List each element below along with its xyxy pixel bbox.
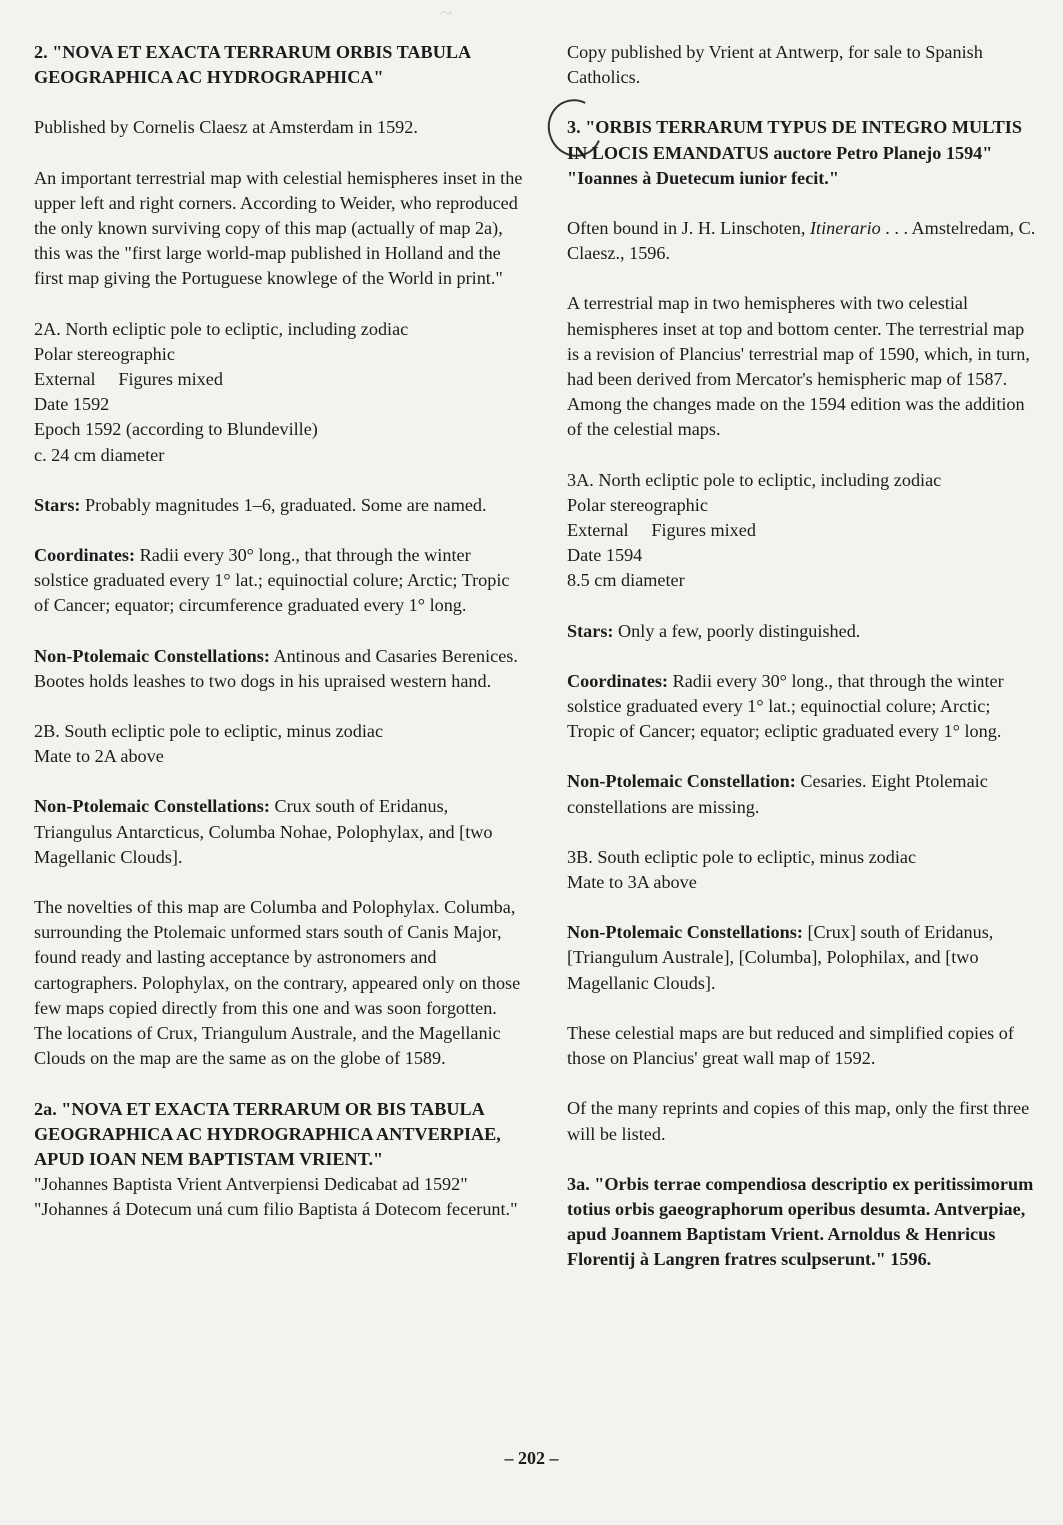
stars-text: Only a few, poorly distinguished. bbox=[613, 620, 861, 641]
entry-3A-block bbox=[567, 468, 1037, 594]
entry-2-heading: 2. "NOVA ET EXACTA TERRARUM ORBIS TABULA GEOGRAPHICA AC HYDROGRAPHICA" bbox=[34, 42, 471, 88]
entry-2a-line: "Johannes á Dotecum uná cum filio Baptista á Dotecom fecerunt." bbox=[34, 1199, 518, 1220]
novelties-paragraph: The novelties of this map are Columba and Polophylax. Columba, surrounding the Ptolemaic unformed stars south of Canis Major, found ready and lasting acceptance by astronomers and cartographers. Polophylax, on the contrary, appeared only on those few maps copied directly from this one and was soon forgotten. The locations of Crux, Triangulum Australe, and the Magellanic Clouds on the map are the same as on the globe of 1589. bbox=[34, 897, 521, 1069]
faint-handwriting-mark: ~ bbox=[440, 0, 452, 25]
reprints-paragraph: Of the many reprints and copies of this map, only the first three will be listed. bbox=[567, 1098, 1030, 1144]
nonptolemaic-label: Non-Ptolemaic Constellation: bbox=[567, 771, 796, 792]
entry-2A-nonptolemaic bbox=[34, 644, 526, 694]
right-column bbox=[567, 40, 1037, 1298]
copy-published: Copy published by Vrient at Antwerp, for sale to Spanish Catholics. bbox=[567, 42, 983, 88]
nonptolemaic-text: Antinous and Casaries Berenices. Bootes holds leashes to two dogs in his upraised western hand. bbox=[34, 645, 518, 691]
bound-text-end: . . . Amstelredam, C. Claesz., 1596. bbox=[567, 218, 1036, 264]
entry-3A-line: 3A. North ecliptic pole to ecliptic, including zodiac bbox=[567, 469, 942, 490]
entry-2a-block bbox=[34, 1097, 526, 1223]
entry-2a-heading: 2a. "NOVA ET EXACTA TERRARUM OR BIS TABULA GEOGRAPHICA AC HYDROGRAPHICA ANTVERPIAE, APUD IOAN NEM BAPTISTAM VRIENT." bbox=[34, 1098, 501, 1169]
entry-2a-line: "Johannes Baptista Vrient Antverpiensi Dedicabat ad 1592" bbox=[34, 1174, 468, 1195]
entry-3A-stars bbox=[567, 619, 1037, 644]
coordinates-text: Radii every 30° long., that through the winter solstice graduated every 1° lat.; equinoctial colure; Arctic; Tropic of Cancer; equator; ecliptic graduated every 1° long. bbox=[567, 670, 1004, 742]
entry-2A-line: c. 24 cm diameter bbox=[34, 444, 165, 465]
entry-2A-line: External Figures mixed bbox=[34, 369, 223, 390]
page-number: – 202 – bbox=[504, 1448, 559, 1468]
nonptolemaic-label: Non-Ptolemaic Constellations: bbox=[567, 922, 803, 943]
entry-3B-nonptolemaic bbox=[567, 920, 1037, 996]
nonptolemaic-label: Non-Ptolemaic Constellations: bbox=[34, 645, 270, 666]
entry-3A-coordinates bbox=[567, 669, 1037, 745]
nonptolemaic-text: [Crux] south of Eridanus, [Triangulum Australe], [Columba], Polophilax, and [two Magellanic Clouds]. bbox=[567, 922, 994, 993]
nonptolemaic-text: Cesaries. Eight Ptolemaic constellations are missing. bbox=[567, 771, 988, 817]
stars-label: Stars: bbox=[34, 494, 81, 515]
entry-2B-line: Mate to 2A above bbox=[34, 746, 164, 767]
entry-3A-line: Polar stereographic bbox=[567, 494, 708, 515]
entry-3A-nonptolemaic bbox=[567, 769, 1037, 819]
coordinates-label: Coordinates: bbox=[567, 670, 669, 691]
entry-2A-line: Polar stereographic bbox=[34, 343, 175, 364]
entry-3B-line: Mate to 3A above bbox=[567, 872, 697, 893]
entry-2A-coordinates bbox=[34, 543, 526, 619]
entry-2A-stars bbox=[34, 493, 526, 518]
left-column bbox=[34, 40, 526, 1248]
bound-title: Itinerario bbox=[809, 218, 881, 239]
entry-2-description: An important terrestrial map with celestial hemispheres inset in the upper left and right corners. According to Weider, who reproduced the only known surviving copy of this map (actually of map 2a), this was the "first large world-map published in Holland and the first map giving the Portuguese knowlege of the World in print." bbox=[34, 167, 523, 289]
entry-3-engraver: "Ioannes à Duetecum iunior fecit." bbox=[567, 167, 839, 188]
bound-text: Often bound in J. H. Linschoten, bbox=[567, 218, 810, 239]
nonptolemaic-label: Non-Ptolemaic Constellations: bbox=[34, 796, 270, 817]
entry-3a: 3a. "Orbis terrae compendiosa descriptio ex peritissimorum totius orbis gaeographorum operibus desumta. Antverpiae, apud Joannem Baptistam Vrient. Arnoldus & Henricus Florentij à Langren fratres sculpserunt." 1596. bbox=[567, 1173, 1034, 1270]
coordinates-label: Coordinates: bbox=[34, 545, 136, 566]
entry-3-bound bbox=[567, 216, 1037, 266]
entry-2B-nonptolemaic bbox=[34, 794, 526, 870]
entry-2A-line: Date 1592 bbox=[34, 394, 110, 415]
entry-3-description: A terrestrial map in two hemispheres with two celestial hemispheres inset at top and bottom center. The terrestrial map is a revision of Plancius' terrestrial map of 1590, which, in turn, had been derived from Mercator's hemispheric map of 1587. Among the changes made on the 1594 edition was the addition of the celestial maps. bbox=[567, 293, 1030, 440]
entry-2-published: Published by Cornelis Claesz at Amsterdam in 1592. bbox=[34, 117, 418, 138]
stars-text: Probably magnitudes 1–6, graduated. Some are named. bbox=[80, 494, 487, 515]
coordinates-text: Radii every 30° long., that through the winter solstice graduated every 1° lat.; equinoctial colure; Arctic; Tropic of Cancer; equator; circumference graduated every 1° long. bbox=[34, 545, 510, 616]
entry-2B-line: 2B. South ecliptic pole to ecliptic, minus zodiac bbox=[34, 721, 384, 742]
reduced-paragraph: These celestial maps are but reduced and simplified copies of those on Plancius' great wall map of 1592. bbox=[567, 1022, 1014, 1069]
entry-2A-line: 2A. North ecliptic pole to ecliptic, including zodiac bbox=[34, 318, 409, 339]
stars-label: Stars: bbox=[567, 620, 614, 641]
entry-3B-line: 3B. South ecliptic pole to ecliptic, minus zodiac bbox=[567, 846, 917, 867]
entry-3A-line: 8.5 cm diameter bbox=[567, 570, 685, 591]
nonptolemaic-text: Crux south of Eridanus, Triangulus Antarcticus, Columba Nohae, Polophylax, and [two Magellanic Clouds]. bbox=[34, 796, 493, 867]
entry-2B-block bbox=[34, 719, 526, 769]
entry-3A-line: Date 1594 bbox=[567, 545, 643, 566]
entry-3A-line: External Figures mixed bbox=[567, 520, 756, 541]
entry-3-block bbox=[567, 115, 1037, 191]
entry-2A-block bbox=[34, 317, 526, 468]
entry-3B-block bbox=[567, 845, 1037, 895]
entry-3-heading: 3. "ORBIS TERRARUM TYPUS DE INTEGRO MULTIS IN LOCIS EMANDATUS auctore Petro Planejo 1594" bbox=[567, 117, 1022, 163]
entry-2A-line: Epoch 1592 (according to Blundeville) bbox=[34, 419, 318, 440]
